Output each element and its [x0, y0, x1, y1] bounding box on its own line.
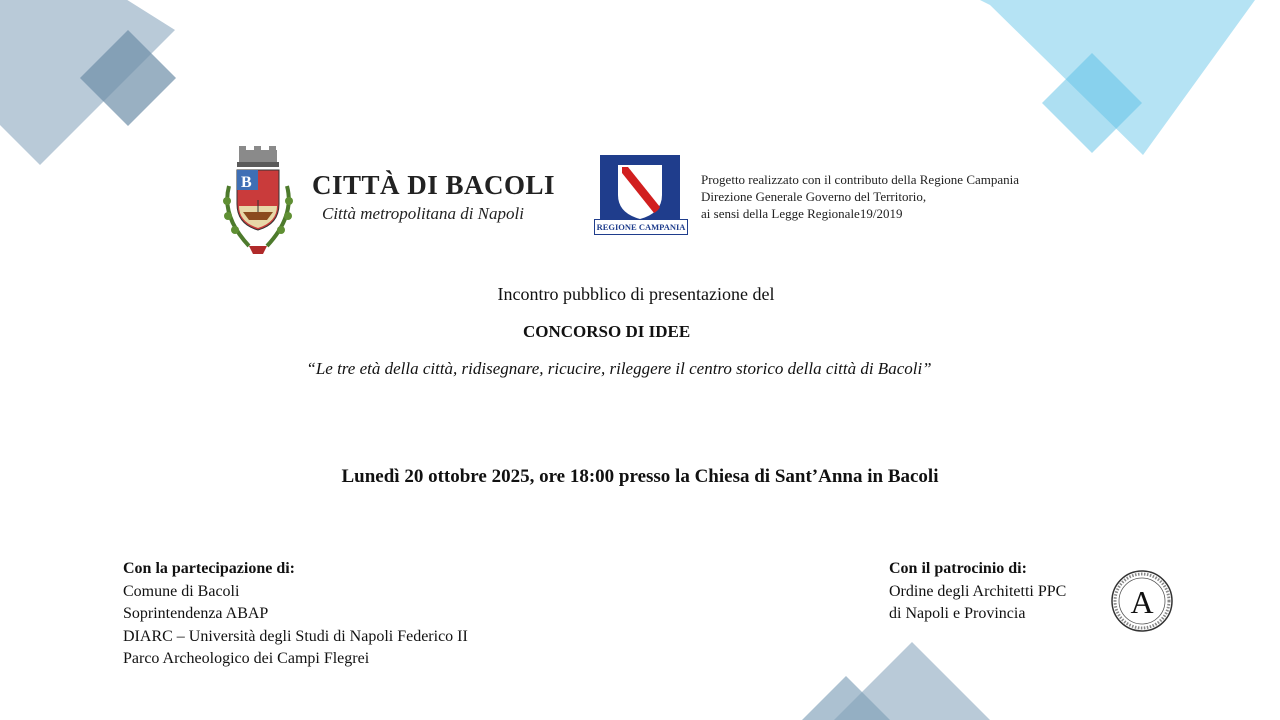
regione-campania-label: REGIONE CAMPANIA — [594, 219, 688, 235]
ordine-logo-letter: A — [1130, 584, 1154, 620]
contest-quote: “Le tre età della città, ridisegnare, ricucire, rileggere il centro storico della città di Bacoli” — [306, 359, 932, 378]
regione-campania-shield-icon — [594, 155, 686, 225]
city-subtitle: Città metropolitana di Napoli — [322, 204, 524, 223]
participation-list — [123, 558, 468, 671]
deco-diamond-top-right-large — [980, 0, 1255, 155]
participation-heading: Con la partecipazione di: — [123, 560, 295, 577]
participant-item: Soprintendenza ABAP — [123, 605, 269, 622]
ordine-architetti-logo-icon — [1110, 569, 1174, 633]
region-note-line: Direzione Generale Governo del Territorio, — [701, 189, 927, 204]
participant-item: Parco Archeologico dei Campi Flegrei — [123, 650, 370, 667]
patronage-block — [889, 558, 1066, 626]
event-date-line: Lunedì 20 ottobre 2025, ore 18:00 presso la Chiesa di Sant’Anna in Bacoli — [341, 466, 939, 487]
patronage-heading: Con il patrocinio di: — [889, 560, 1027, 577]
svg-text:B: B — [241, 174, 252, 191]
participant-item: Comune di Bacoli — [123, 582, 240, 600]
city-name: CITTÀ DI BACOLI — [312, 170, 556, 200]
patronage-line: di Napoli e Provincia — [889, 605, 1026, 622]
region-note-line: ai sensi della Legge Regionale19/2019 — [701, 206, 903, 221]
contest-title: CONCORSO DI IDEE — [523, 322, 691, 341]
event-intro: Incontro pubblico di presentazione del — [497, 284, 775, 304]
regione-campania-logo-icon — [594, 155, 686, 241]
region-note-line: Progetto realizzato con il contributo della Regione Campania — [701, 172, 1020, 187]
region-funding-note — [701, 171, 1019, 222]
participant-item: DIARC – Università degli Studi di Napoli Federico II — [123, 627, 468, 645]
bacoli-coat-of-arms-icon — [219, 146, 299, 258]
patronage-line: Ordine degli Architetti PPC — [889, 582, 1067, 600]
